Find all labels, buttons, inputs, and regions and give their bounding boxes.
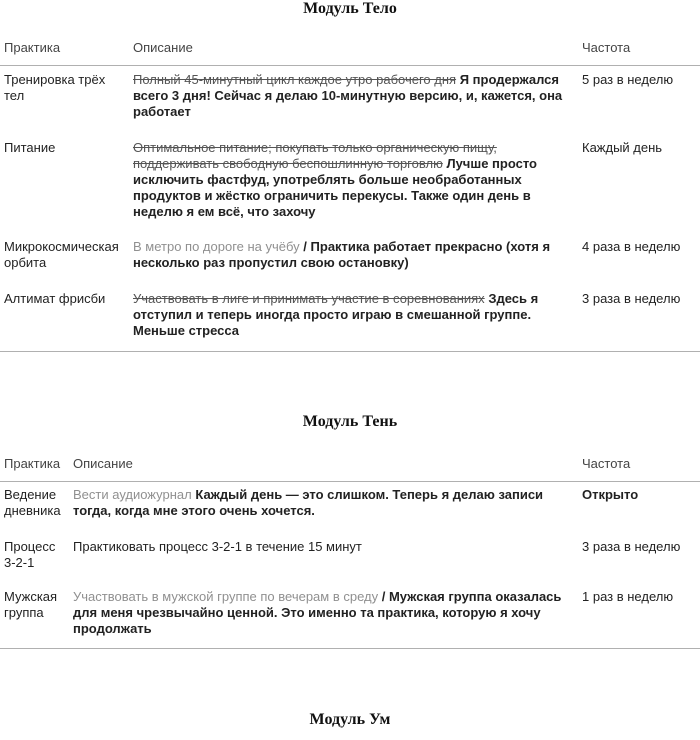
practice-frequency: 3 раза в неделю xyxy=(582,291,681,306)
old-plan-text: В метро по дороге на учёбу xyxy=(133,239,300,254)
header-practice: Практика xyxy=(4,456,61,471)
new-plan-text: Я продержался всего 3 дня! Сейчас я делаю 10-минутную версию, и, кажется, она работает xyxy=(133,72,563,119)
practice-name: Ведение дневника xyxy=(4,487,61,518)
practice-description xyxy=(133,72,573,120)
practice-frequency: 3 раза в неделю xyxy=(582,539,681,554)
practice-name: Тренировка трёх тел xyxy=(4,72,106,103)
header-practice: Практика xyxy=(4,40,61,55)
practice-name: Питание xyxy=(4,140,56,155)
module-shadow-title: Модуль Тень xyxy=(302,413,398,430)
practice-description: В метро по дороге на учёбу / Практика работает прекрасно (хотя я несколько раз пропустил свою остановку) xyxy=(133,239,551,270)
practice-description: Практиковать процесс 3-2-1 в течение 15 минут xyxy=(73,539,362,554)
header-description: Описание xyxy=(73,456,133,471)
practice-description xyxy=(73,487,573,519)
practice-description xyxy=(133,140,573,220)
new-plan-text: Каждый день — это слишком. Теперь я делаю записи тогда, когда мне этого очень хочется. xyxy=(73,487,544,518)
practice-description: Участвовать в мужской группе по вечерам в среду / Мужская группа оказалась для меня чрезвычайно ценной. Это именно та практика, которую я хочу продолжать xyxy=(73,589,562,636)
header-frequency: Частота xyxy=(582,40,631,55)
table-divider xyxy=(0,648,700,649)
header-description: Описание xyxy=(133,40,193,55)
practice-frequency: 1 раз в неделю xyxy=(582,589,674,604)
table-divider xyxy=(0,351,700,352)
practice-name: Мужская группа xyxy=(4,589,58,620)
practice-frequency: Каждый день xyxy=(582,140,663,155)
module-body-header xyxy=(0,40,700,66)
practice-name: Процесс 3-2-1 xyxy=(4,539,56,570)
practice-name: Микрокосмическая орбита xyxy=(4,239,119,270)
practice-frequency: Открыто xyxy=(582,487,639,502)
new-plan-text: Практика работает прекрасно (хотя я несколько раз пропустил свою остановку) xyxy=(133,239,551,270)
module-mind-title: Модуль Ум xyxy=(309,711,391,728)
practice-name: Алтимат фрисби xyxy=(4,291,106,306)
new-plan-text: Здесь я отступил и теперь иногда просто играю в смешанной группе. Меньше стресса xyxy=(133,291,539,338)
practice-frequency: 5 раз в неделю xyxy=(582,72,674,87)
new-plan-text: Мужская группа оказалась для меня чрезвычайно ценной. Это именно та практика, которую я хочу продолжать xyxy=(73,589,562,636)
new-plan-text: Лучше просто исключить фастфуд, употреблять больше необработанных продуктов и жёстко ограничить перекусы. Также один день в неделю я ем всё, что захочу xyxy=(133,156,537,219)
header-frequency: Частота xyxy=(582,456,631,471)
old-plan-text: Участвовать в лиге и принимать участие в соревнованиях xyxy=(133,291,485,306)
old-plan-text: Полный 45-минутный цикл каждое утро рабочего дня xyxy=(133,72,457,87)
old-plan-text: Вести аудиожурнал xyxy=(73,487,192,502)
old-plan-text: Участвовать в мужской группе по вечерам в среду xyxy=(73,589,379,604)
practice-frequency: 4 раза в неделю xyxy=(582,239,681,254)
old-plan-text: Оптимальное питание; покупать только органическую пищу, поддерживать свободную беспошлинную торговлю xyxy=(133,140,497,171)
module-shadow-header xyxy=(0,456,700,482)
practice-description xyxy=(133,291,573,339)
module-body-title: Модуль Тело xyxy=(303,0,397,17)
